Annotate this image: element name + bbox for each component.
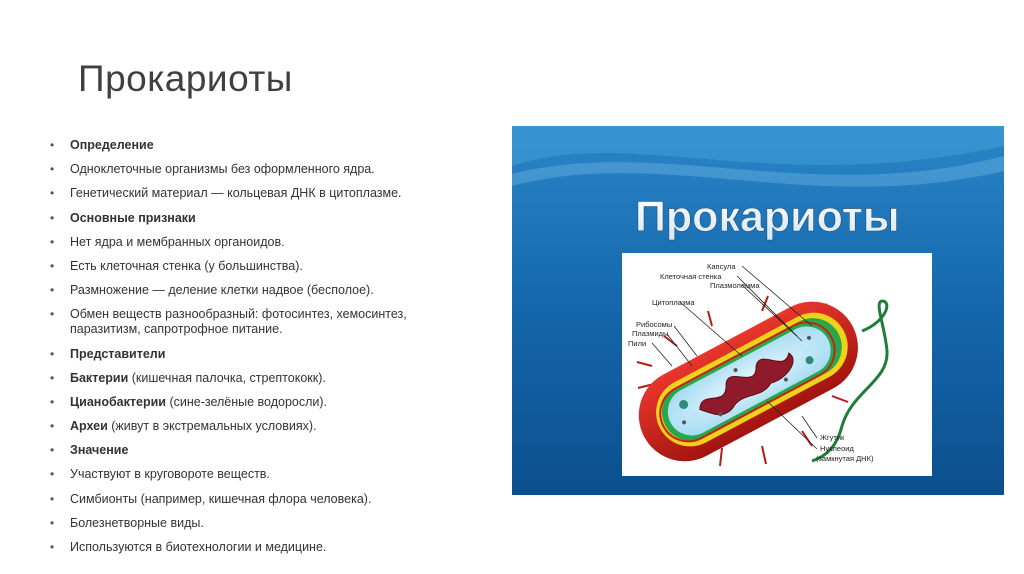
list-item xyxy=(50,307,490,337)
item-text: Симбионты (например, кишечная флора человека). xyxy=(70,491,372,506)
list-item xyxy=(50,186,490,201)
slide-title: Прокариоты xyxy=(78,58,293,99)
item-bold: Археи xyxy=(70,419,108,434)
bullet-dot: • xyxy=(50,491,55,506)
list-item xyxy=(50,492,490,507)
bullet-dot: • xyxy=(50,515,55,530)
item-text: Генетический материал — кольцевая ДНК в цитоплазме. xyxy=(70,186,402,201)
item-bold: Цианобактерии xyxy=(70,394,166,409)
label-cell-wall: Клеточная стенка xyxy=(660,272,722,281)
bullet-dot: • xyxy=(50,162,55,177)
label-flagellum: Жгутик xyxy=(820,433,845,442)
section-heading-features: Основные признаки xyxy=(70,210,196,225)
bullet-dot: • xyxy=(50,186,55,201)
list-item xyxy=(50,395,490,410)
item-text: Размножение — деление клетки надвое (бесполое). xyxy=(70,283,374,298)
label-capsule: Капсула xyxy=(707,262,736,271)
section-heading-representatives: Представители xyxy=(70,346,166,361)
list-item xyxy=(50,283,490,298)
list-item xyxy=(50,259,490,274)
label-nucleoid-note: (замкнутая ДНК) xyxy=(816,454,874,463)
list-item xyxy=(50,467,490,482)
list-item xyxy=(50,540,490,555)
section-heading-significance: Значение xyxy=(70,443,129,458)
list-item xyxy=(50,347,490,362)
label-plasmalemma: Плазмолемма xyxy=(710,281,760,290)
item-text: Используются в биотехнологии и медицине. xyxy=(70,540,327,554)
prokaryote-figure xyxy=(512,126,1004,495)
bullet-dot: • xyxy=(50,234,55,249)
figure-heading: Прокариоты xyxy=(635,193,900,241)
section-heading-definition: Определение xyxy=(70,138,154,152)
item-text: Одноклеточные организмы без оформленного ядра. xyxy=(70,162,375,177)
bullet-dot: • xyxy=(50,138,55,152)
list-item xyxy=(50,138,490,153)
prokaryote-diagram xyxy=(512,126,1004,495)
label-ribosomes: Рибосомы xyxy=(636,320,673,329)
list-item xyxy=(50,516,490,531)
list-item xyxy=(50,235,490,250)
bullet-dot: • xyxy=(50,258,55,273)
bullet-dot: • xyxy=(50,443,55,458)
label-cytoplasm: Цитоплазма xyxy=(652,298,695,307)
label-plasmids: Плазмиды xyxy=(632,329,669,338)
item-text: (живут в экстремальных условиях). xyxy=(107,419,317,434)
item-text: Болезнетворные виды. xyxy=(70,515,204,530)
item-text: Участвуют в круговороте веществ. xyxy=(70,467,270,482)
item-text: Нет ядра и мембранных органоидов. xyxy=(70,234,285,249)
item-text: (сине-зелёные водоросли). xyxy=(165,394,328,409)
item-text-line2: паразитизм, сапротрофное питание. xyxy=(70,322,283,337)
item-text-line1: Обмен веществ разнообразный: фотосинтез, хемосинтез, xyxy=(70,307,407,322)
item-bold: Бактерии xyxy=(70,370,129,385)
list-item xyxy=(50,443,490,458)
bullet-dot: • xyxy=(50,210,55,225)
bullet-list xyxy=(50,138,490,564)
label-nucleoid: Нуклеоид xyxy=(820,444,854,453)
list-item xyxy=(50,162,490,177)
label-pili: Пили xyxy=(628,339,647,348)
item-text: (кишечная палочка, стрептококк). xyxy=(128,370,326,385)
list-item xyxy=(50,419,490,434)
list-item xyxy=(50,211,490,226)
bullet-dot: • xyxy=(50,419,55,434)
bullet-dot: • xyxy=(50,283,55,298)
item-text: Есть клеточная стенка (у большинства). xyxy=(70,258,303,273)
list-item xyxy=(50,371,490,386)
bullet-dot: • xyxy=(50,370,55,385)
bullet-dot: • xyxy=(50,540,55,554)
bullet-dot: • xyxy=(50,346,55,361)
bullet-dot: • xyxy=(50,394,55,409)
bullet-dot: • xyxy=(50,307,55,322)
bullet-dot: • xyxy=(50,467,55,482)
